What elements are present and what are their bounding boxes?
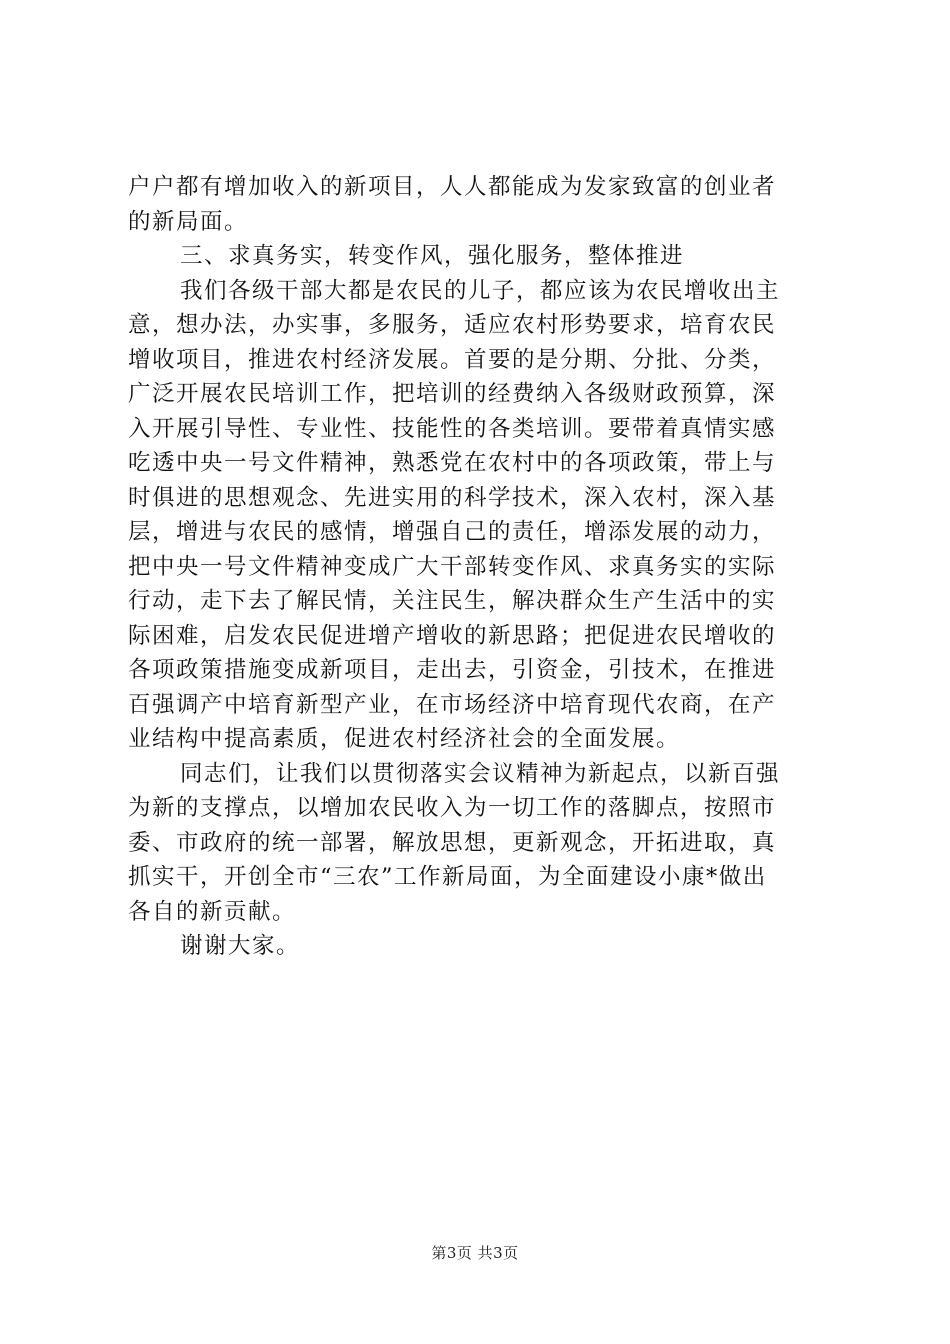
text-line: 我们各级干部大都是农民的儿子，都应该为农民增收出主 <box>180 277 781 304</box>
text-line: 业结构中提高素质，促进农村经济社会的全面发展。 <box>128 726 681 752</box>
text-line: 户户都有增加收入的新项目，人人都能成为发家致富的创业者 <box>128 174 777 200</box>
text-line: 增收项目，推进农村经济发展。首要的是分期、分批、分类， <box>128 346 777 373</box>
text-line: 为新的支撑点，以增加农民收入为一切工作的落脚点，按照市 <box>128 795 777 821</box>
text-line: 行动，走下去了解民情，关注民生，解决群众生产生活中的实 <box>128 588 777 614</box>
text-line: 各项政策措施变成新项目，走出去，引资金，引技术，在推进 <box>128 657 777 683</box>
text-line: 各自的新贡献。 <box>128 898 297 925</box>
text-line: 吃透中央一号文件精神，熟悉党在农村中的各项政策，带上与 <box>128 450 777 476</box>
text-line: 层，增进与农民的感情，增强自己的责任，增添发展的动力， <box>128 519 777 545</box>
text-line: 时俱进的思想观念、先进实用的科学技术，深入农村，深入基 <box>128 484 777 511</box>
text-line: 意，想办法，办实事，多服务，适应农村形势要求，培育农民 <box>128 312 777 338</box>
text-line: 广泛开展农民培训工作，把培训的经费纳入各级财政预算，深 <box>128 381 777 407</box>
text-line: 的新局面。 <box>128 208 249 235</box>
text-line: 委、市政府的统一部署，解放思想，更新观念，开拓进取，真 <box>128 829 777 856</box>
text-line: 同志们，让我们以贯彻落实会议精神为新起点，以新百强 <box>180 760 781 787</box>
text-line: 百强调产中培育新型产业，在市场经济中培育现代农商，在产 <box>128 691 777 718</box>
text-line: 抓实干，开创全市“三农”工作新局面，为全面建设小康*做出 <box>128 864 767 890</box>
text-line: 把中央一号文件精神变成广大干部转变作风、求真务实的实际 <box>128 553 777 580</box>
closing-line: 谢谢大家。 <box>180 933 301 959</box>
section-heading: 三、求真务实，转变作风，强化服务，整体推进 <box>180 243 685 269</box>
body-text <box>128 170 828 964</box>
text-line: 际困难，启发农民促进增产增收的新思路；把促进农民增收的 <box>128 622 777 649</box>
page-footer: 第3页 共3页 <box>431 1244 519 1262</box>
text-line: 入开展引导性、专业性、技能性的各类培训。要带着真情实感 <box>128 415 777 442</box>
